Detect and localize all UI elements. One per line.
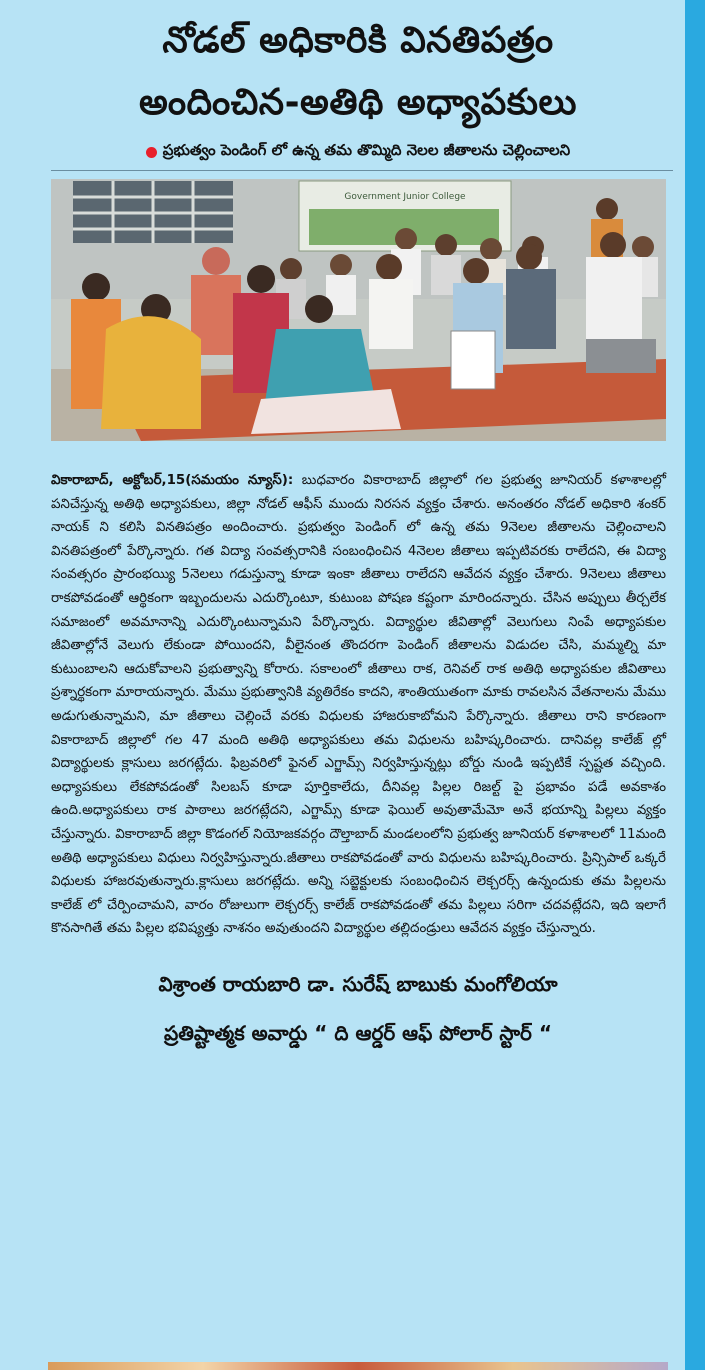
- newspaper-page: [33, 0, 683, 1370]
- red-bullet-icon: [146, 147, 157, 158]
- article-text: బుధవారం వికారాబాద్ జిల్లాలో గల ప్రభుత్వ జూనియర్ కళాశాలల్లో పనిచేస్తున్న అతిథి అధ్యాపకులు, జిల్లా నోడల్ ఆఫీస్ ముందు నిరసన వ్యక్తం చేశారు. అనంతరం నోడల్ అధికారి శంకర్ నాయక్ ని కలిసి వినతిపత్రం అందించారు. ప్రభుత్వం పెండింగ్ లో ఉన్న తమ 9నెలల జీతాలను చెల్లించాలని వినతిపత్రంలో పేర్కొన్నారు. గత విద్యా సంవత్సరానికి సంబంధించిన 4నెలల జీతాలు ఇప్పటివరకు రాలేదని, ఈ విద్యా సంవత్సరం ప్రారంభయ్యి 5నెలలు గడుస్తున్నా కూడా ఇంకా జీతాలు రాలేదని ఆవేదన వ్యక్తం చేశారు. 9నెలలు జీతాలు రాకపోవడంతో ఆర్థికంగా ఇబ్బందులను ఎదుర్కొంటూ, కుటుంబ పోషణ కష్టంగా మారిందన్నారు. చేసిన అప్పులు తీర్చలేక సమాజంలో అవమానాన్ని ఎదుర్కొంటున్నామని పేర్కొన్నారు. విద్యార్థుల జీవితాల్లో వెలుగులు నింపే అధ్యాపకుల జీవితాల్లోనే వెలుగు లేకుండా పోయిందని, వీలైనంత తొందరగా పెండింగ్ జీతాలను విడుదల చేసి, మమ్మల్ని మా కుటుంబాలని ఆదుకోవాలని ప్రభుత్వాన్ని కోరారు. సకాలంలో జీతాలు రాక, రెనివల్ రాక అతిథి అధ్యాపకుల జీవితాలు ప్రశ్నార్థకంగా మారాయన్నారు. మేము ప్రభుత్వానికి వ్యతిరేకం కాదని, శాంతియుతంగా మాకు రావలసిన వేతనాలను మేము అడుగుతున్నామని, మా జీతాలు చెల్లించే వరకు విధులకు హాజరుకాబోమని పేర్కొన్నారు. జీతాలు రాని కారణంగా వికారాబాద్ జిల్లాలో గల 47 మంది అతిథి అధ్యాపకులు తమ విధులను బహిష్కరించారు. దానివల్ల కాలేజ్ ల్లో విద్యార్థులకు క్లాసులు జరగట్లేదు. ఫిబ్రవరిలో ఫైనల్ ఎగ్జామ్స్ నిర్వహిస్తున్నట్లు బోర్డు నుండి ఇప్పటికే స్పష్టత వచ్చింది. అధ్యాపకులు లేకపోవడంతో సిలబస్ కూడా పూర్తికాలేదు, దీనివల్ల పిల్లల రిజల్ట్ పై ప్రభావం పడే అవకాశం ఉంది.అధ్యాపకులు రాక పాఠాలు జరగట్లేదని, ఎగ్జామ్స్ కూడా ఫెయిల్ అవుతామేమో అనే భయాన్ని పిల్లలు వ్యక్తం చేస్తున్నారు. వికారాబాద్ జిల్లా కొడంగల్ నియోజకవర్గం దౌల్తాబాద్ మండలంలోని ప్రభుత్వ జూనియర్ కళాశాలలో 11మంది అతిథి అధ్యాపకులు విధులు నిర్వహిస్తున్నారు.జీతాలు రాకపోవడంతో వారు విధులను బహిష్కరించారు. ప్రిన్సిపాల్ ఒక్కరే విధులకు హాజరవుతున్నారు.క్లాసులు జరగట్లేదు. అన్ని సబ్జెక్టులకు సంబంధించిన లెక్చరర్స్ ఉన్నందుకు తమ పిల్లలను కాలేజ్ లో చేర్పించామని, వారం రోజులుగా లెక్చరర్స్ కాలేజ్ రాకపోవడంతో తమ పిల్లలు సరిగా చదవట్లేదని, ఇది ఇలాగే కొనసాగితే తమ పిల్లల భవిష్యత్తు నాశనం అవుతుందని విద్యార్థుల తల్లిదండ్రులు ఆవేదన వ్యక్తం చేస్తున్నారు.: [51, 473, 667, 937]
- headline-line-1: నోడల్ అధికారికి వినతిపత్రం: [162, 20, 554, 61]
- article-body: [51, 469, 666, 941]
- subheadline-text: ప్రభుత్వం పెండింగ్ లో ఉన్న తమ తొమ్మిది నెలల జీతాలను చెల్లించాలని: [162, 141, 571, 159]
- right-accent-bar: [685, 0, 705, 1370]
- next-headline-line-1: విశ్రాంత రాయబారి డా. సురేష్ బాబుకు మంగోలియా: [158, 971, 558, 996]
- protest-photo-illustration: [51, 179, 666, 441]
- news-photo: [51, 179, 666, 441]
- subheadline: [33, 138, 683, 166]
- next-photo-strip: [48, 1362, 668, 1370]
- headline-line-2: అందించిన-అతిథి అధ్యాపకులు: [139, 82, 577, 123]
- next-headline-line-2: ప్రతిష్టాత్మక అవార్డు “ ది ఆర్డర్ ఆఫ్ పోలార్ స్టార్ “: [163, 1020, 552, 1045]
- divider: [51, 170, 673, 171]
- banner-text: Government Junior College: [344, 192, 466, 202]
- article-dateline: వికారాబాద్, అక్టోబర్,15(సమయం న్యూస్):: [51, 473, 294, 488]
